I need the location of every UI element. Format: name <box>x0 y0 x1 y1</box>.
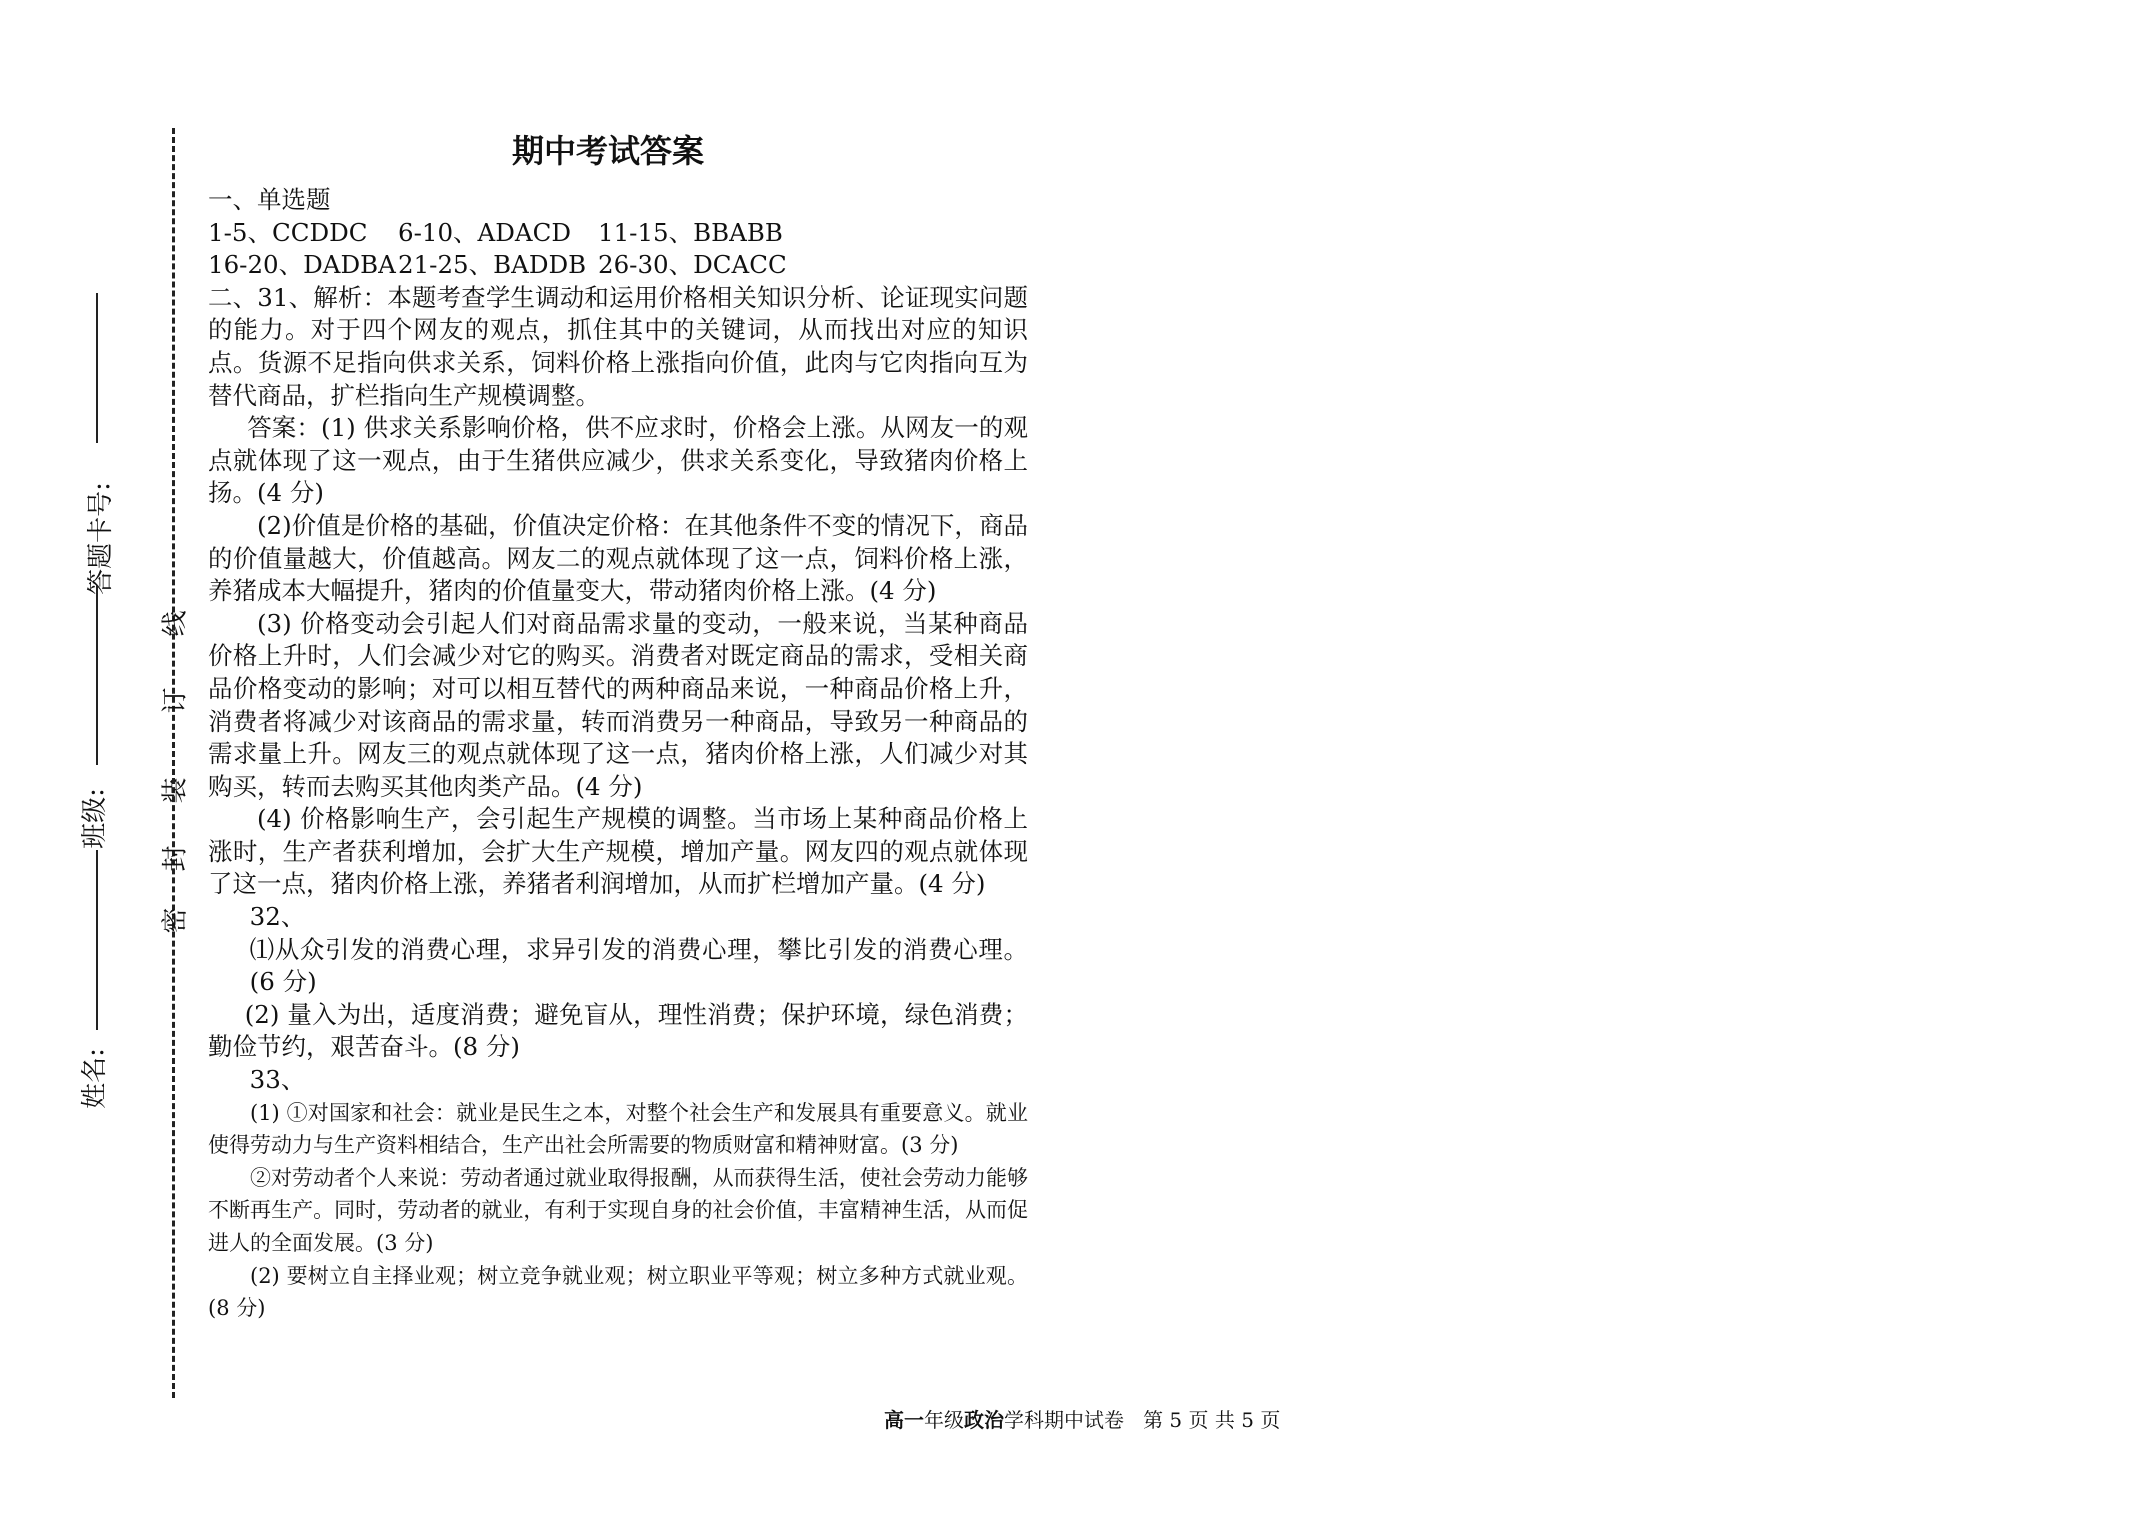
q32-number: 32、 <box>249 902 306 932</box>
page-footer <box>884 1404 1280 1433</box>
class-blank-line <box>96 585 98 765</box>
answers-6-10: 6-10、ADACD <box>398 217 571 247</box>
class-label: 班级: <box>79 788 110 849</box>
card-number-label: 答题卡号: <box>85 482 116 595</box>
footer-grade-suffix: 年级 <box>924 1408 964 1432</box>
q33-answer-1b: ②对劳动者个人来说：劳动者通过就业取得报酬，从而获得生活，使社会劳动力能够不断再生产。同时，劳动者的就业，有利于实现自身的社会价值，丰富精神生活，从而促进人的全面发展。(3 分) <box>208 1165 1028 1255</box>
answers-1-5: 1-5、CCDDC <box>208 217 368 247</box>
seal-char-feng: 封 <box>160 845 191 872</box>
answers-21-25: 21-25、BADDB <box>398 250 587 280</box>
q31-answer-4: (4) 价格影响生产，会引起生产规模的调整。当市场上某种商品价格上涨时，生产者获利增加，会扩大生产规模，增加产量。网友四的观点就体现了这一点，猪肉价格上涨，养猪者利润增加，从而扩栏增加产量。(4 分) <box>208 804 1028 899</box>
answers-26-30: 26-30、DCACC <box>598 250 787 280</box>
q33-number: 33、 <box>249 1065 306 1095</box>
name-label: 姓名: <box>79 1048 110 1109</box>
answers-11-15: 11-15、BBABB <box>598 217 783 247</box>
seal-char-mi: 密 <box>160 907 191 934</box>
answer-content <box>208 128 1028 1325</box>
card-number-blank-line <box>96 293 98 443</box>
seal-char-xian: 线 <box>160 610 191 637</box>
footer-subject-suffix: 学科期中试卷 <box>1004 1408 1124 1432</box>
q31-analysis: 二、31、解析：本题考查学生调动和运用价格相关知识分析、论证现实问题的能力。对于四个网友的观点，抓住其中的关键词，从而找出对应的知识点。货源不足指向供求关系，饲料价格上涨指向价值，此肉与它肉指向互为替代商品，扩栏指向生产规模调整。 <box>208 282 1028 410</box>
answers-16-20: 16-20、DADBA <box>208 250 396 280</box>
answer-row-1 <box>208 217 1028 250</box>
footer-page-number: 第 5 页 共 5 页 <box>1143 1408 1281 1432</box>
seal-char-zhuang: 装 <box>160 777 191 804</box>
footer-subject: 政治 <box>964 1408 1004 1432</box>
binding-dashed-line <box>172 128 175 1398</box>
answer-row-2 <box>208 249 1028 282</box>
page-title: 期中考试答案 <box>511 132 704 170</box>
q32-answer-1: ⑴从众引发的消费心理，求异引发的消费心理，攀比引发的消费心理。(6 分) <box>249 934 1028 997</box>
q31-answer-2: (2)价值是价格的基础，价值决定价格：在其他条件不变的情况下，商品的价值量越大，价值越高。网友二的观点就体现了这一点，饲料价格上涨，养猪成本大幅提升，猪肉的价值量变大，带动猪肉价格上涨。(4 分) <box>208 510 1028 606</box>
q31-answer-1: 答案：(1) 供求关系影响价格，供不应求时，价格会上涨。从网友一的观点就体现了这一观点，由于生猪供应减少，供求关系变化，导致猪肉价格上扬。(4 分) <box>208 413 1028 508</box>
q33-answer-2: (2) 要树立自主择业观；树立竞争就业观；树立职业平等观；树立多种方式就业观。(8 分) <box>208 1263 1028 1321</box>
seal-char-ding: 订 <box>160 687 191 714</box>
footer-grade: 高一 <box>884 1408 924 1432</box>
q31-answer-3: (3) 价格变动会引起人们对商品需求量的变动，一般来说，当某种商品价格上升时，人们会减少对它的购买。消费者对既定商品的需求，受相关商品价格变动的影响；对可以相互替代的两种商品来说，一种商品价格上升，消费者将减少对该商品的需求量，转而消费另一种商品，导致另一种商品的需求量上升。网友三的观点就体现了这一点，猪肉价格上涨，人们减少对其购买，转而去购买其他肉类产品。(4 分) <box>208 608 1028 801</box>
q32-answer-2: (2) 量入为出，适度消费；避免盲从，理性消费；保护环境，绿色消费；勤俭节约，艰苦奋斗。(8 分) <box>208 999 1028 1062</box>
name-blank-line <box>96 850 98 1030</box>
section1-heading: 一、单选题 <box>208 185 331 214</box>
q33-answer-1a: (1) ①对国家和社会：就业是民生之本，对整个社会生产和发展具有重要意义。就业使得劳动力与生产资料相结合，生产出社会所需要的物质财富和精神财富。(3 分) <box>208 1100 1028 1158</box>
